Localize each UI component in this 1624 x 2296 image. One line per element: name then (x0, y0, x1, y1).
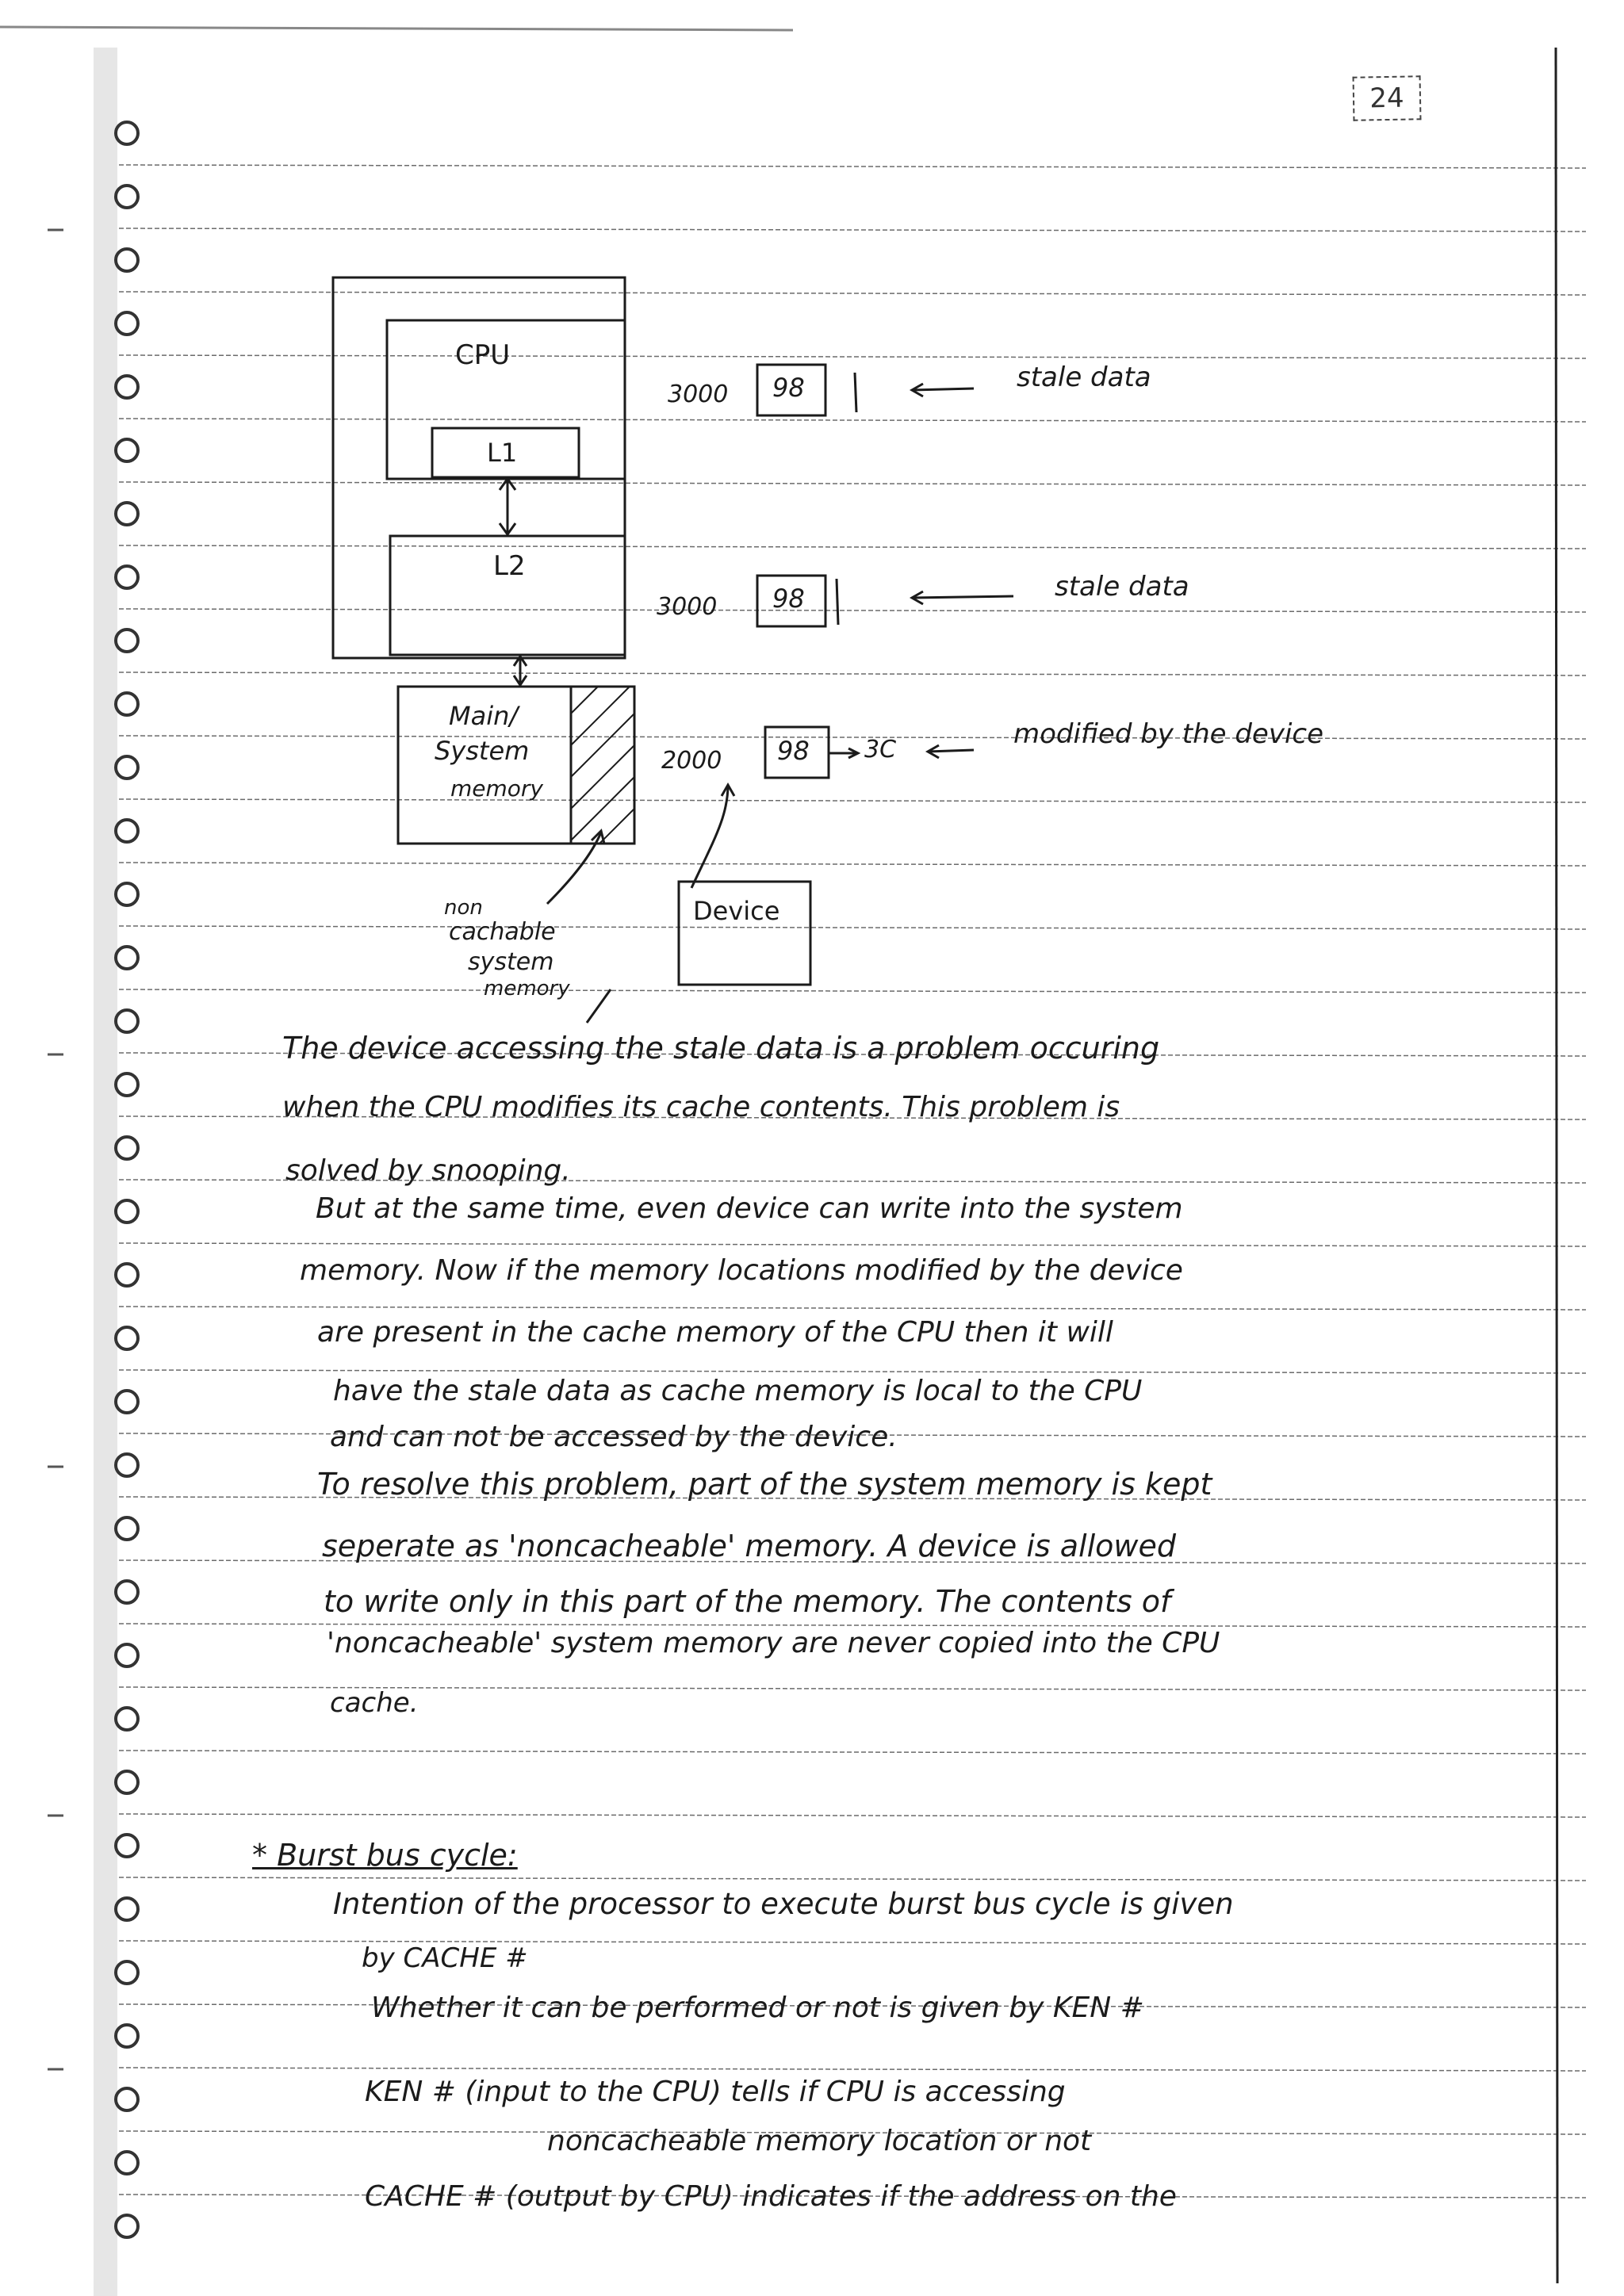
burst-heading: * Burst bus cycle: (252, 1838, 518, 1873)
text-line: But at the same time, even device can write into the system (316, 1192, 1183, 1225)
noncache-label-4: memory (484, 977, 570, 1001)
page-number: 24 (1353, 75, 1422, 121)
text-line: have the stale data as cache memory is local to the CPU (333, 1375, 1143, 1407)
text-line: when the CPU modifies its cache contents. This problem is (282, 1091, 1120, 1123)
burst-line: Intention of the processor to execute burst bus cycle is given (333, 1887, 1234, 1921)
l2-row-address: 3000 (657, 593, 718, 621)
text-line: cache. (330, 1687, 419, 1719)
noncache-label-3: system (468, 948, 554, 976)
device-label: Device (693, 896, 780, 926)
l1-label: L1 (487, 438, 518, 468)
cpu-row-value: 98 (772, 373, 805, 403)
text-line: and can not be accessed by the device. (330, 1421, 898, 1453)
burst-line: noncacheable memory location or not (547, 2125, 1092, 2157)
burst-line: CACHE # (output by CPU) indicates if the address on the (365, 2180, 1177, 2213)
l2-row-note: stale data (1055, 571, 1189, 603)
text-line: To resolve this problem, part of the system memory is kept (317, 1467, 1212, 1502)
mem-row-new-value: 3C (864, 736, 897, 763)
text-line: seperate as 'noncacheable' memory. A device is allowed (322, 1529, 1176, 1563)
mem-row-note: modified by the device (1013, 718, 1324, 750)
cpu-row-address: 3000 (668, 381, 729, 408)
noncache-label-1: non (444, 896, 483, 920)
text-line: to write only in this part of the memory. The contents of (324, 1584, 1171, 1619)
main-memory-label-3: memory (450, 775, 543, 802)
text-line: 'noncacheable' system memory are never copied into the CPU (327, 1627, 1220, 1659)
main-memory-label-1: Main/ (449, 701, 519, 731)
noncache-label-2: cachable (449, 918, 556, 946)
burst-line: by CACHE # (362, 1942, 528, 1974)
mem-row-address: 2000 (661, 747, 722, 775)
burst-line: KEN # (input to the CPU) tells if CPU is accessing (365, 2076, 1066, 2108)
cpu-row-note: stale data (1017, 362, 1151, 393)
main-memory-label-2: System (435, 736, 530, 766)
text-line: memory. Now if the memory locations modified by the device (300, 1254, 1183, 1287)
text-line: are present in the cache memory of the CPU then it will (317, 1316, 1113, 1349)
l2-label: L2 (493, 550, 526, 582)
text-line: solved by snooping. (285, 1154, 571, 1187)
l2-row-value: 98 (772, 584, 805, 614)
cpu-label: CPU (455, 339, 511, 371)
burst-line: Whether it can be performed or not is given by KEN # (371, 1992, 1144, 2024)
text-line: The device accessing the stale data is a problem occuring (282, 1031, 1160, 1066)
mem-row-value: 98 (777, 736, 810, 766)
